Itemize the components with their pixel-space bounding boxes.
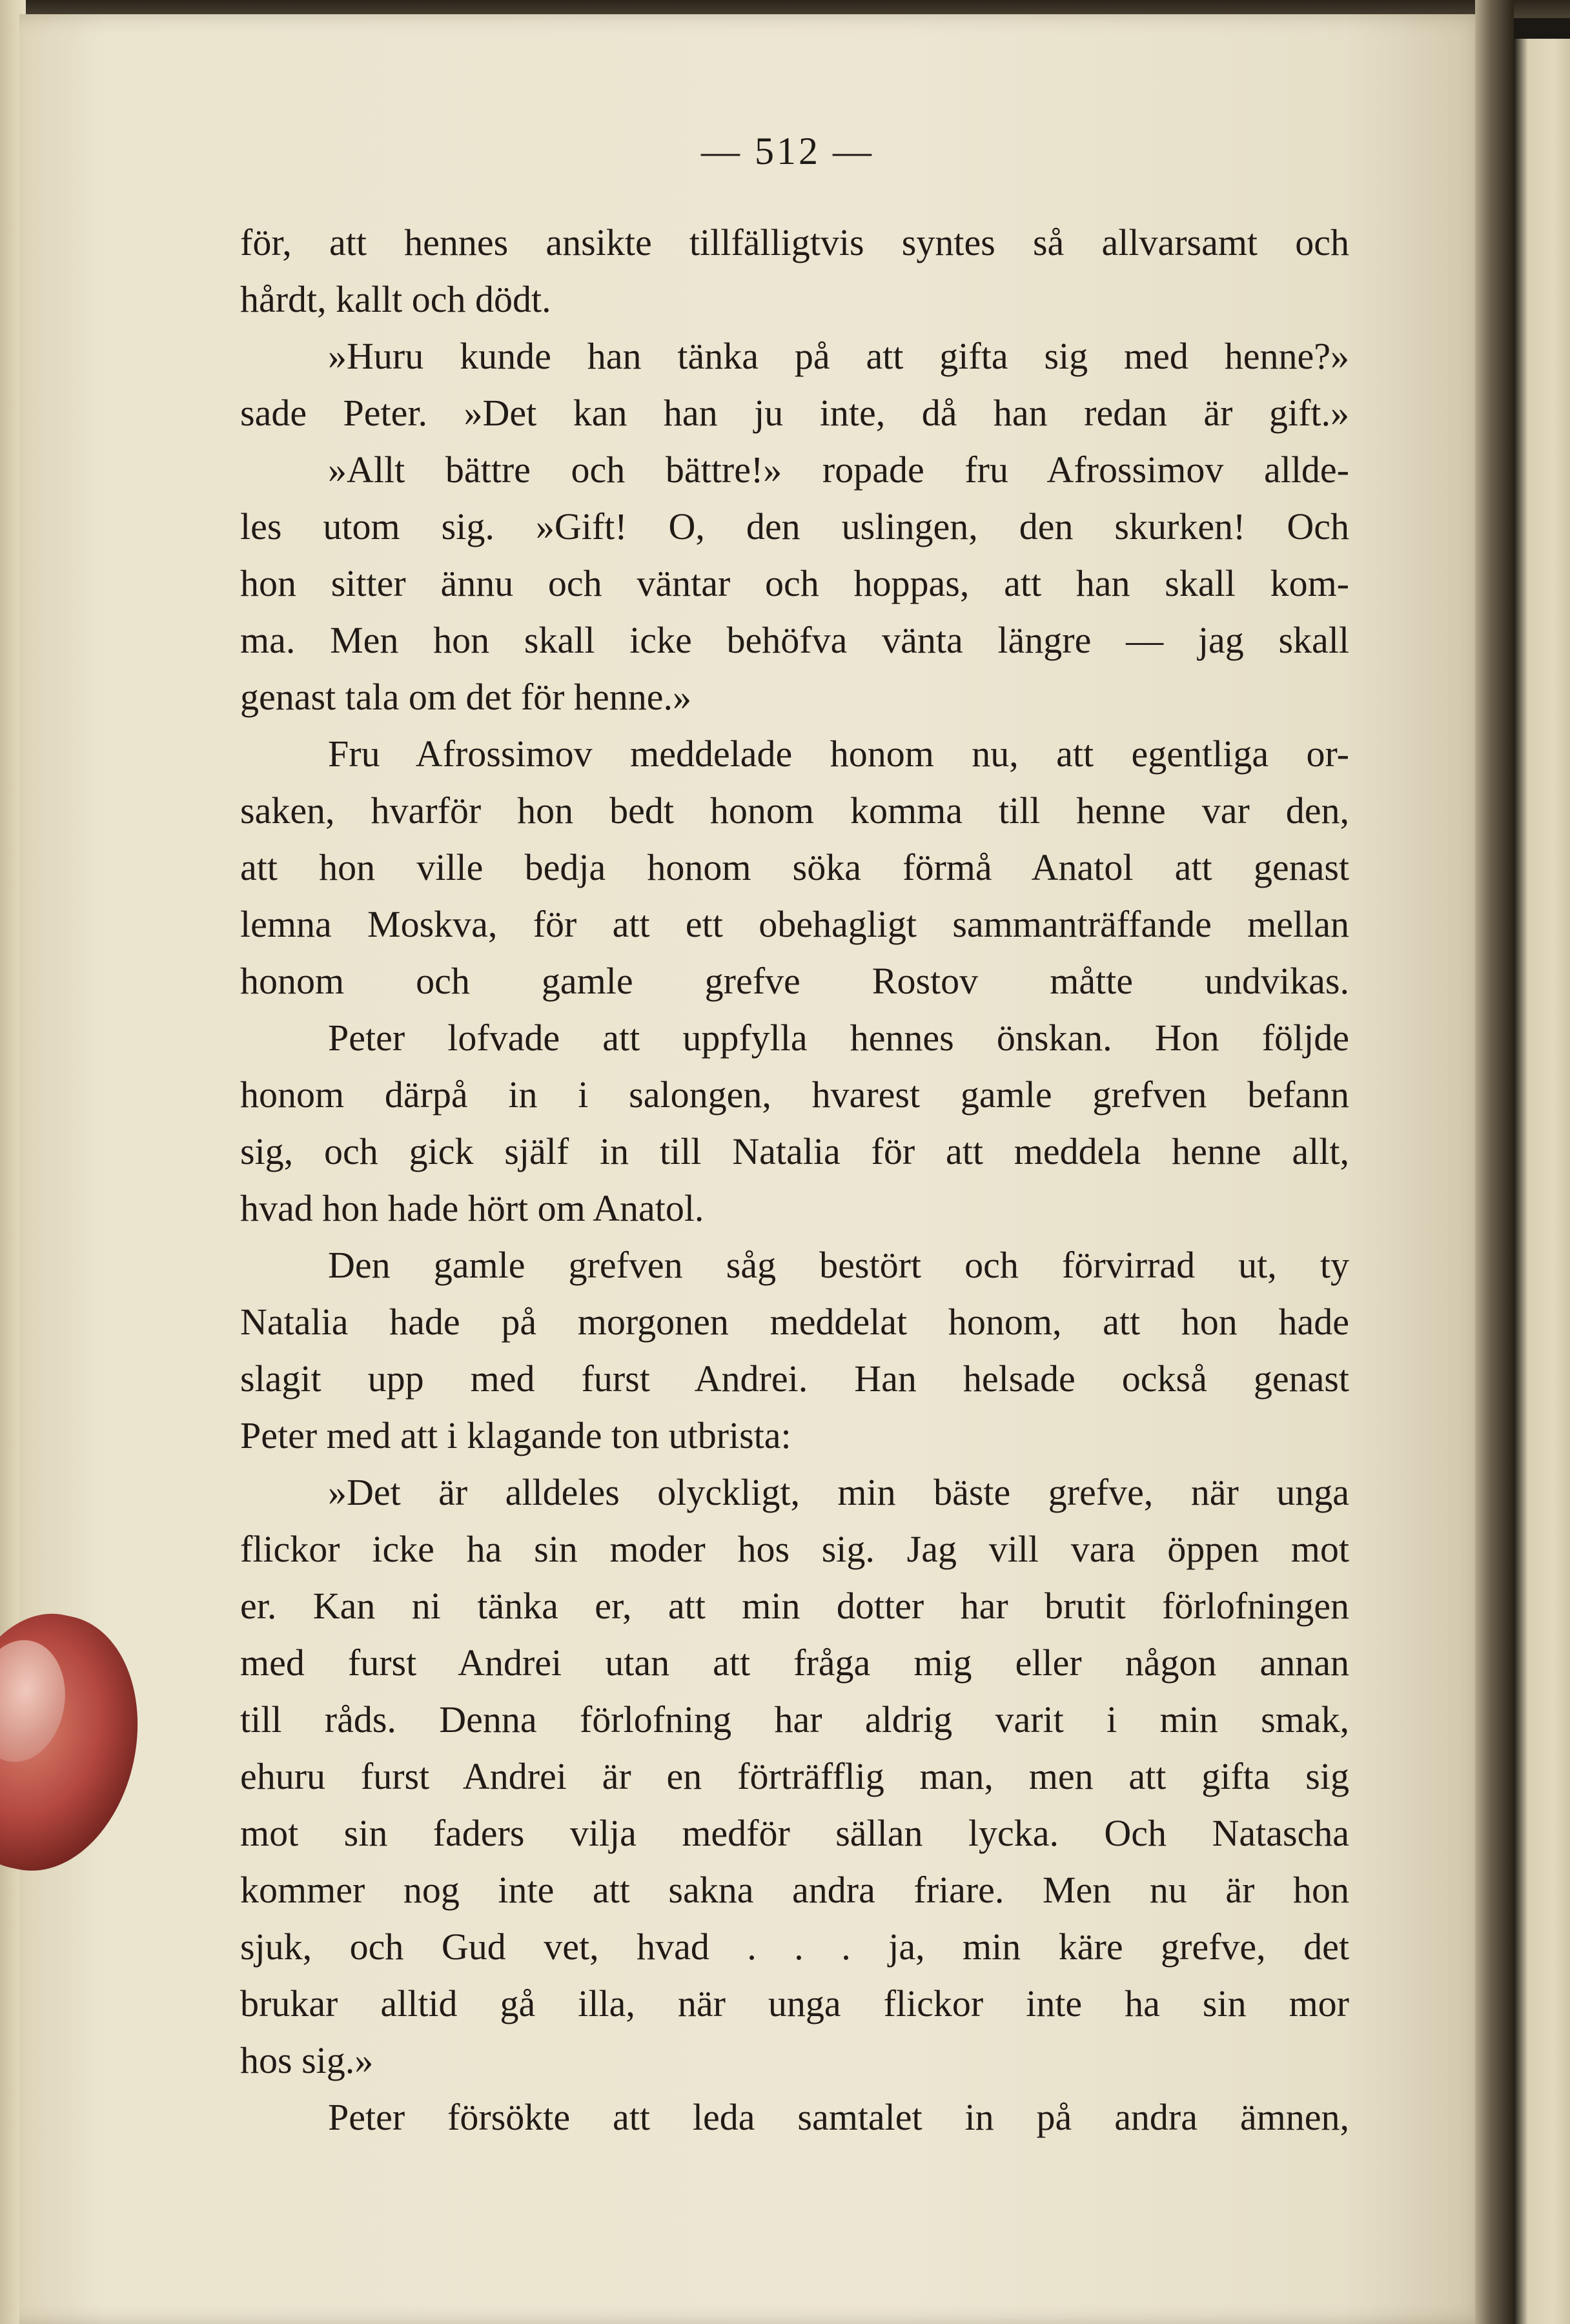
text-line: hvad hon hade hört om Anatol.: [240, 1187, 704, 1229]
text-line: »Det är alldeles olyckligt, min bäste grefve, när unga: [328, 1471, 1349, 1513]
text-line: Natalia hade på morgonen meddelat honom, att hon hade: [240, 1301, 1349, 1343]
text-line: genast tala om det för henne.»: [240, 676, 691, 718]
text-line: ehuru furst Andrei är en förträfflig man, men att gifta sig: [240, 1755, 1349, 1797]
text-line: hos sig.»: [240, 2039, 374, 2081]
text-line: slagit upp med furst Andrei. Han helsade också genast: [240, 1358, 1349, 1400]
text-line: hon sitter ännu och väntar och hoppas, att han skall kom-: [240, 562, 1349, 604]
text-line: les utom sig. »Gift! O, den uslingen, den skurken! Och: [240, 505, 1349, 547]
text-line: brukar alltid gå illa, när unga flickor inte ha sin mor: [240, 1983, 1349, 2024]
text-line: för, att hennes ansikte tillfälligtvis syntes så allvarsamt och: [240, 221, 1349, 263]
text-line: Peter lofvade att uppfylla hennes önskan. Hon följde: [328, 1017, 1349, 1059]
text-line: Peter med att i klagande ton utbrista:: [240, 1414, 791, 1456]
body-text: [240, 214, 1349, 2146]
text-line: Peter försökte att leda samtalet in på andra ämnen,: [328, 2096, 1349, 2138]
text-line: sig, och gick själf in till Natalia för att meddela henne allt,: [240, 1130, 1349, 1172]
text-line: kommer nog inte att sakna andra friare. Men nu är hon: [240, 1869, 1349, 1911]
text-line: honom och gamle grefve Rostov måtte undvikas.: [240, 960, 1349, 1002]
text-line: med furst Andrei utan att fråga mig eller någon annan: [240, 1642, 1349, 1684]
text-line: att hon ville bedja honom söka förmå Anatol att genast: [240, 846, 1349, 888]
text-line: hårdt, kallt och dödt.: [240, 278, 551, 320]
text-line: lemna Moskva, för att ett obehagligt sammanträffande mellan: [240, 903, 1349, 945]
text-line: till råds. Denna förlofning har aldrig varit i min smak,: [240, 1698, 1349, 1740]
book-gutter: [1475, 0, 1514, 2324]
text-line: Den gamle grefven såg bestört och förvirrad ut, ty: [328, 1244, 1349, 1286]
text-line: honom därpå in i salongen, hvarest gamle grefven befann: [240, 1074, 1349, 1116]
text-line: flickor icke ha sin moder hos sig. Jag vill vara öppen mot: [240, 1528, 1349, 1570]
text-line: Fru Afrossimov meddelade honom nu, att egentliga or-: [328, 733, 1349, 775]
text-line: saken, hvarför hon bedt honom komma till henne var den,: [240, 790, 1349, 831]
text-line: ma. Men hon skall icke behöfva vänta längre — jag skall: [240, 619, 1349, 661]
page-number: — 512 —: [701, 130, 874, 172]
text-line: er. Kan ni tänka er, att min dotter har brutit förlofningen: [240, 1585, 1349, 1627]
adjacent-page-edge: [1514, 39, 1570, 2324]
text-line: »Huru kunde han tänka på att gifta sig med henne?»: [328, 335, 1349, 377]
text-line: »Allt bättre och bättre!» ropade fru Afrossimov allde-: [328, 449, 1349, 491]
text-line: sjuk, och Gud vet, hvad . . . ja, min käre grefve, det: [240, 1926, 1349, 1968]
text-line: sade Peter. »Det kan han ju inte, då han redan är gift.»: [240, 392, 1349, 434]
text-line: mot sin faders vilja medför sällan lycka. Och Natascha: [240, 1812, 1349, 1854]
